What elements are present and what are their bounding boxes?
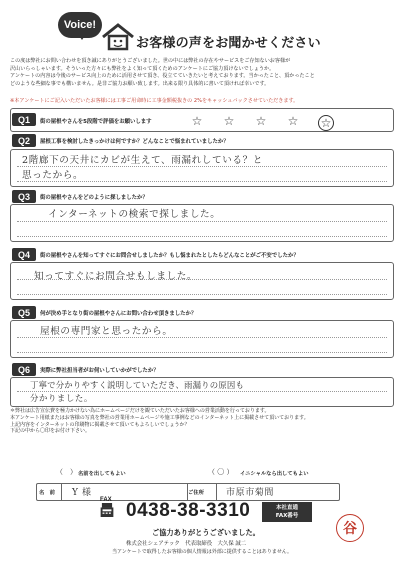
q3-tag: Q3 bbox=[12, 190, 36, 203]
name-label: 名 前 bbox=[39, 490, 55, 496]
seal-stamp: 谷 bbox=[336, 514, 364, 542]
q3-text: 街の屋根やさんをどのように探しましたか？ bbox=[40, 195, 148, 201]
q6-tag: Q6 bbox=[12, 363, 36, 376]
fax-direct-badge: 本社直通 FAX番号 bbox=[262, 502, 312, 522]
name-option-label: 名前を出してもよい bbox=[78, 471, 126, 477]
q2-answer-line2: 思ったから。 bbox=[22, 170, 84, 181]
thanks-text: ご協力ありがとうございました。 bbox=[152, 528, 260, 537]
initial-option-label: イニシャルなら出してもよい bbox=[240, 471, 309, 477]
fax-machine-icon bbox=[100, 501, 114, 519]
company-text: 株式会社シェアテック 代表取締役 大久保 誠二 bbox=[126, 541, 247, 547]
house-icon bbox=[100, 22, 136, 52]
q2-tag: Q2 bbox=[12, 134, 36, 147]
q4-text: 街の屋根やさんを知ってすぐにお問合せしましたか？もし悩まれたとしたらどんなことがご不安でしたか？ bbox=[40, 253, 299, 259]
q3-answer: インターネットの検索で探しました。 bbox=[48, 209, 221, 220]
voice-badge: Voice! bbox=[58, 12, 102, 38]
star-2[interactable]: ☆ bbox=[223, 114, 235, 128]
q5-answer: 屋根の専門家と思ったから。 bbox=[40, 326, 173, 337]
privacy-text: 当アンケートで取得したお客様の個人情報は外部に提供することはありません。 bbox=[112, 549, 293, 555]
q6-answer-line2: 分かりました。 bbox=[30, 393, 93, 403]
star-3[interactable]: ☆ bbox=[255, 114, 267, 128]
fax-label: FAX bbox=[100, 497, 112, 503]
cashback-note: ※本アンケートにご記入いただいたお客様には工事ご用命時に工事金額税抜きの 2%をキャッシュバックさせていただきます。 bbox=[10, 98, 299, 104]
q5-text: 何が決め手となり街の屋根やさんにお問い合わせ頂きましたか？ bbox=[40, 311, 197, 317]
q1-tag: Q1 bbox=[12, 113, 36, 126]
intro-text: この度は弊社にお問い合わせを頂き誠にありがとうございました。世の中には弊社の存在やサービスをご存知ないお客様が 沢山いらっしゃいます。そういった方々にも弊社をよく知って頂くためのアンケートにご協力頂けないでしょうか。 アンケートの内容は今後のサービス向上のために活用させて頂き、役立てていきたいと考えております。当かったこと、頂かったこと どのような些細な事でも構いません。是非ご協力お願い致します。出来る限り具体的に書いて頂ければ幸いです。 bbox=[10, 58, 315, 87]
q1-text: 街の屋根やさんを5段階で評価をお願いします bbox=[40, 119, 152, 125]
q6-text: 実際に弊社担当者がお伺いしていかがでしたか？ bbox=[40, 368, 159, 374]
address-value: 市原市菊間 bbox=[226, 488, 275, 498]
usage-notes: ＊弊社は広告宣伝費を極力かけない為にホームページだけを観ていただいたお客様への営業活動を行っております。 本アンケート用紙またはお客様の写真を弊社の営業用ホームページや施工事例などのインターネット上に掲載させて頂いております。 上記内容をインターネットの印刷物に掲載させて頂いてもよろしいでしょうか？ 下記の中から〇印をお付け下さい。 bbox=[10, 408, 309, 435]
star-5-selected[interactable]: ☆ bbox=[318, 115, 334, 131]
q4-answer: 知ってすぐにお問合せもしました。 bbox=[34, 271, 198, 282]
q2-answer: 2階廊下の天井にカビが生えて、雨漏れしている？と bbox=[22, 155, 263, 166]
rating-stars[interactable] bbox=[190, 115, 334, 131]
name-option-mark[interactable]: （ ） bbox=[56, 468, 77, 476]
page-title: お客様の声をお聞かせください bbox=[136, 36, 321, 51]
address-label: ご住所 bbox=[188, 490, 204, 496]
name-value: Y 様 bbox=[72, 488, 92, 498]
initial-option-mark[interactable]: （ 〇 ） bbox=[208, 468, 234, 476]
q2-text: 屋根工事を検討したきっかけは何ですか？どんなことで悩まれていましたか？ bbox=[40, 139, 229, 145]
star-4[interactable]: ☆ bbox=[287, 114, 299, 128]
q5-tag: Q5 bbox=[12, 306, 36, 319]
q4-tag: Q4 bbox=[12, 248, 36, 261]
star-1[interactable]: ☆ bbox=[191, 114, 203, 128]
q6-answer: 丁寧で分かりやすく説明していただき、雨漏りの原因も bbox=[30, 380, 245, 390]
fax-number[interactable]: 0438-38-3310 bbox=[126, 500, 251, 521]
